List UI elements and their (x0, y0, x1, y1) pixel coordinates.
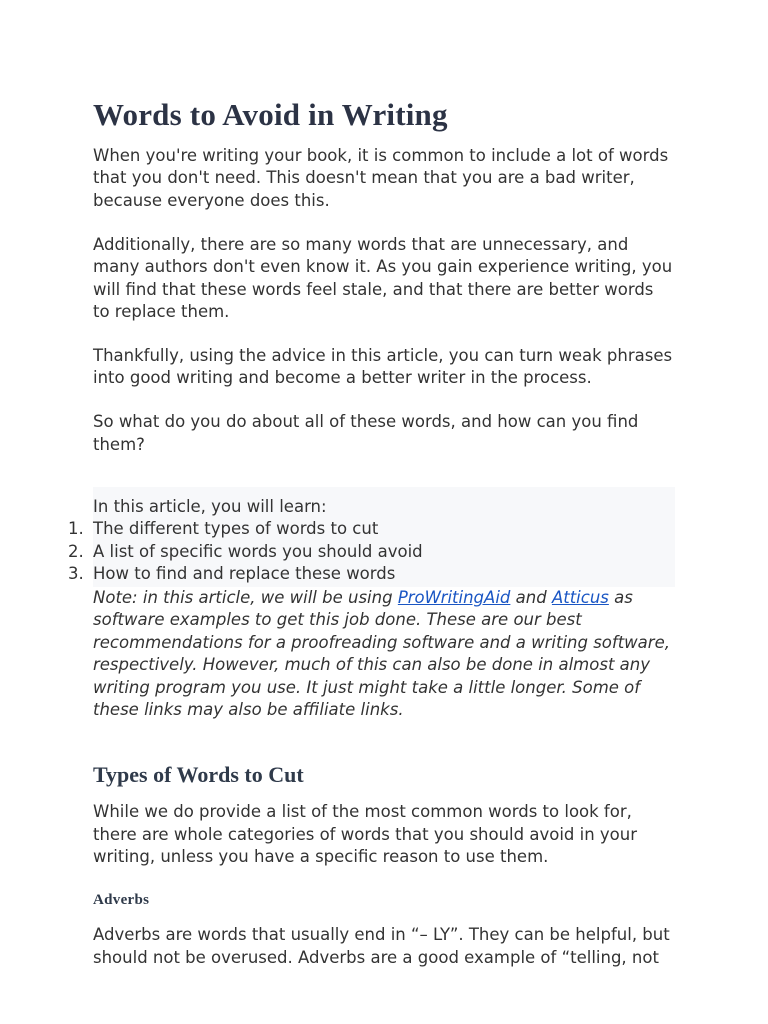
section-heading: Types of Words to Cut (93, 762, 304, 788)
list-number: 2. (68, 541, 84, 561)
prowritingaid-link[interactable]: ProWritingAid (397, 587, 511, 607)
note-middle: and (510, 587, 552, 607)
intro-paragraph-2: Additionally, there are so many words that are unnecessary, and many authors don't even know it. As you gain experience writing, you will find that these words feel stale, and that there are better words to replace them. (93, 234, 673, 321)
list-number: 3. (68, 564, 84, 584)
note-suffix: as software examples to get this job done. These are our best recommendations for a proofreading software and a writing software, respectively. However, much of this can also be done in almost any writing program you use. It just might take a little longer. Some of these links may also be affiliate links. (93, 587, 670, 719)
subsection-heading: Adverbs (93, 892, 150, 909)
intro-paragraph-1: When you're writing your book, it is common to include a lot of words that you don't need. This doesn't mean that you are a bad writer, because everyone does this. (93, 146, 669, 210)
note-prefix: Note: in this article, we will be using (93, 587, 398, 607)
list-text: The different types of words to cut (93, 519, 379, 539)
learn-box (68, 487, 675, 587)
learn-list-item (68, 541, 675, 563)
section-paragraph: While we do provide a list of the most common words to look for, there are whole categories of words that you should avoid in your writing, unless you have a specific reason to use them. (93, 802, 638, 867)
article (68, 95, 675, 990)
intro-paragraph-4: So what do you do about all of these words, and how can you find them? (93, 412, 639, 454)
intro-paragraph-3: Thankfully, using the advice in this article, you can turn weak phrases into good writing and become a better writer in the process. (93, 345, 673, 388)
list-number: 1. (68, 519, 84, 539)
atticus-link[interactable]: Atticus (551, 587, 609, 607)
learn-list (68, 518, 675, 585)
list-text: How to find and replace these words (93, 564, 396, 584)
list-text: A list of specific words you should avoid (93, 541, 423, 561)
article-title: Words to Avoid in Writing (93, 97, 448, 132)
learn-list-item (68, 518, 675, 540)
subsection-paragraph: Adverbs are words that usually end in “– LY”. They can be helpful, but should not be overused. Adverbs are a good example of “telling, not (93, 925, 670, 967)
learn-intro: In this article, you will learn: (93, 496, 327, 516)
learn-list-item (68, 563, 675, 585)
affiliate-note (93, 587, 675, 721)
